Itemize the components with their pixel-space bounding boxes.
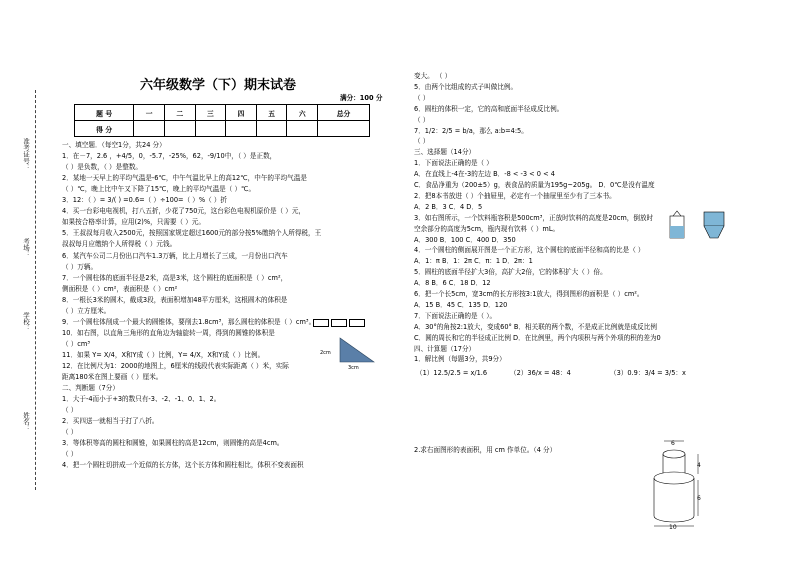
score-header: 一 — [134, 105, 165, 121]
left-line: （ ）立方厘米。 — [62, 306, 111, 315]
left-line: （ ）是负数，（ ）是整数。 — [62, 163, 143, 172]
left-line: 9．一个圆柱体削成一个最大的圆锥体，要削去1.8cm³，那么圆柱的体积是（ ）cm³。 — [62, 317, 316, 326]
answer-box[interactable] — [349, 319, 365, 327]
score-header: 二 — [164, 105, 195, 121]
answer-box[interactable] — [313, 319, 329, 327]
left-line: 二、判断题（7分） — [62, 384, 119, 393]
right-line: 四、计算题（17分） — [414, 344, 476, 353]
right-line: （ ） — [414, 93, 430, 102]
score-header: 四 — [226, 105, 257, 121]
left-line: 如果按合格率计算，应用(2)%，只需要（ ）元。 — [62, 218, 205, 227]
left-line: 10．如右图，以直角三角形的直角边为轴旋转一周，得到的圆锥的体积是 — [62, 328, 275, 337]
upper-height-label: 4 — [697, 462, 701, 469]
left-line: 1．在－7，2.6 ，+4/5，0，-5.7，-25%，62，-9/10中，（ ）是正数， — [62, 152, 277, 161]
left-line: 距离180米在图上要画（ ）厘米。 — [62, 373, 163, 382]
binding-line — [35, 90, 36, 490]
label-exam-room: 考场： — [22, 238, 30, 258]
right-line: 7．下面说法正确的是（ ）。 — [414, 311, 497, 320]
right-line: A．30°的角按2:1放大，变成60° B．相关联的两个数，不是成正比例就是成反比例 — [414, 322, 657, 331]
bottom-diameter-label: 10 — [669, 524, 677, 530]
equation-1: （1）12.5/2.5 = x/1.6 — [416, 369, 488, 377]
left-line: （ ）cm³ — [62, 339, 90, 348]
left-line: （ ）万辆。 — [62, 262, 98, 271]
right-line: 5．由两个比组成的式子叫做比例。 — [414, 82, 518, 91]
answer-box[interactable] — [331, 319, 347, 327]
left-line: 1．大于-4而小于+3的数只有-3、-2、-1、0、1、2。 — [62, 395, 221, 404]
right-line: A．1：π B．1：2π C．π：1 D．2π：1 — [414, 257, 533, 266]
right-line: A．2 B．3 C．4 D．5 — [414, 202, 483, 211]
left-line: 叔叔每月应缴纳个人所得税（ ）元钱。 — [62, 240, 177, 249]
page-title: 六年级数学（下）期末试卷 — [140, 78, 297, 93]
top-diameter-label: 6 — [671, 440, 675, 447]
right-line: 3．如右图所示，一个饮料瓶容积是500cm³，正放时饮料的高度是20cm，倒放时 — [414, 213, 654, 222]
left-line: 11．如果 Y= X/4，X和Y成（ ）比例，Y= 4/X，X和Y成（ ）比例。 — [62, 350, 265, 359]
left-line: 3．等体积等高的圆柱和圆锥，如果圆柱的高是12cm，则圆锥的高是4cm。 — [62, 439, 284, 448]
left-line: 4．买一台彩电电视机，打八五折，少花了750元，这台彩色电视机原价是（ ）元， — [62, 207, 306, 216]
label-school: 学校： — [22, 312, 30, 332]
left-line: 8．一根长3米的圆木，截成3段，表面积增加48平方厘米，这根圆木的体积是 — [62, 295, 288, 304]
left-line: 12．在比例尺为1：2000的地图上，6厘米的线段代表实际距离（ ）米，实际 — [62, 362, 289, 370]
score-header: 三 — [195, 105, 226, 121]
left-line: 2．某地一天早上的平均气温是-6℃，中午气温比早上的高12℃，中午的平均气温是 — [62, 174, 307, 183]
score-cell[interactable] — [256, 121, 287, 137]
triangle-base-label: 3cm — [348, 365, 359, 370]
triangle-figure — [318, 336, 378, 370]
right-line: 1．下面说法正确的是（ ） — [414, 159, 493, 168]
score-cell[interactable] — [226, 121, 257, 137]
right-line: 空余部分的高度为5cm，瓶内现有饮料（ ）mL。 — [414, 224, 560, 233]
right-line: A．15 B．45 C．135 D．120 — [414, 300, 508, 309]
right-line: 三、选择题（14分） — [414, 148, 476, 157]
right-line: A．在直线上-4在-3的左边 B．-8 < -3 < 0 < 4 — [414, 170, 555, 179]
score-cell[interactable] — [195, 121, 226, 137]
score-table — [74, 104, 370, 137]
score-cell[interactable] — [318, 121, 370, 137]
left-line: 侧面积是（ ）cm²，表面积是（ ）cm² — [62, 284, 178, 293]
right-line: 2．把8本书放进（ ）个抽屉里，必定有一个抽屉里至少有了三本书。 — [414, 191, 616, 200]
left-line: 2．买四送一就相当于打了八折。 — [62, 417, 159, 426]
right-line: C．食品净重为（200±5）g，表食品的质量为195g~205g。 D．0℃是没有温度 — [414, 181, 655, 189]
right-line: A．300 B．100 C．400 D．350 — [414, 235, 516, 244]
right-line: 6．把一个长5cm，宽3cm的长方形按3:1放大，得到图形的面积是（ ）cm²。 — [414, 290, 644, 298]
score-header: 五 — [256, 105, 287, 121]
left-line: 6．某汽车公司二月份出口汽车1.3万辆，比上月增长了三成，一月份出口汽车 — [62, 251, 288, 260]
score-header: 六 — [287, 105, 318, 121]
equation-2: （2）36/x = 48：4 — [510, 369, 571, 377]
left-line: （ ） — [62, 428, 78, 437]
score-cell[interactable] — [134, 121, 165, 137]
right-line: 变大。 （ ） — [414, 72, 452, 80]
left-line: 3．12：（ ）= 3/( ) =0.6=（ ）÷100=（ ）%（ ）折 — [62, 196, 228, 205]
left-line: （ ） — [62, 450, 78, 459]
cylinder-figure — [642, 438, 702, 530]
label-name: 姓名： — [22, 412, 30, 432]
left-line: 一、填空题．（每空1分，共24 分） — [62, 141, 166, 149]
score-row-label: 得 分 — [75, 121, 134, 137]
score-header: 题 号 — [75, 105, 134, 121]
label-exam-id: 准考证号： — [22, 138, 30, 171]
score-header: 总分 — [318, 105, 370, 121]
score-cell[interactable] — [287, 121, 318, 137]
right-line: 4．一个圆柱的侧面展开图是一个正方形，这个圆柱的底面半径和高的比是（ ） — [414, 246, 645, 255]
bottle-figure — [668, 210, 736, 246]
left-line: （ ） — [62, 406, 78, 415]
right-line: C．圆的周长和它的半径成正比例 D．在比例里，两个内项积与两个外项的积的差为0 — [414, 333, 661, 342]
left-line: 4．把一个圆柱切拼成一个近似的长方体，这个长方体和圆柱相比，体积不变表面积 — [62, 461, 304, 470]
right-line: 6．圆柱的体积一定，它的高和底面半径成反比例。 — [414, 104, 564, 113]
full-score: 满分：100 分 — [340, 94, 383, 102]
score-cell[interactable] — [164, 121, 195, 137]
left-line: （ ）℃，晚上比中午又下降了15℃，晚上的平均气温是（ ）℃。 — [62, 185, 256, 194]
right-line: （ ） — [414, 115, 430, 124]
right-line: A．8 B．6 C．18 D．12 — [414, 279, 491, 288]
right-line: 7．1/2：2/5 = b/a，那么 a:b=4:5。 — [414, 126, 528, 135]
right-line: 1．解比例（每题3分，共9分） — [414, 355, 506, 364]
question-surface-area: 2.求右面图形的表面积，用 cm 作单位。（4 分） — [414, 446, 557, 454]
right-line: 5．圆柱的底面半径扩大3倍，高扩大2倍，它的体积扩大（ ）倍。 — [414, 268, 607, 277]
equation-3: （3）0.9：3/4 = 3/5：x — [610, 369, 686, 377]
right-line: （ ） — [414, 137, 430, 146]
triangle-side-label: 2cm — [320, 350, 331, 356]
left-line: 7．一个圆柱体的底面半径是2米，高是3米，这个圆柱的底面积是（ ）cm²， — [62, 273, 288, 282]
lower-height-label: 6 — [697, 495, 701, 502]
left-line: 5．王叔叔每月收入2500元，按照国家规定超过1600元的部分按5%缴纳个人所得税，王 — [62, 229, 322, 238]
